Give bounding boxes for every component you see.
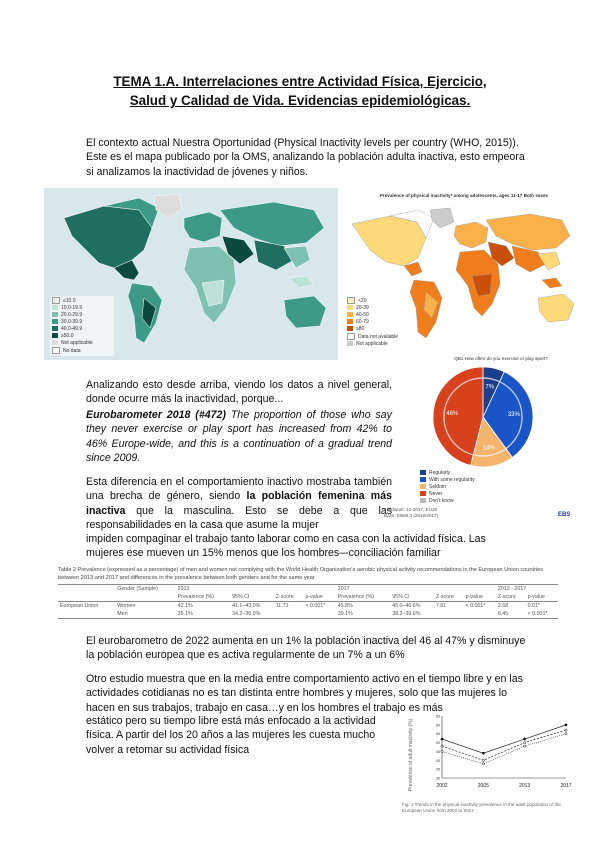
data-point — [524, 741, 526, 743]
x-tick-label: 2017 — [560, 783, 572, 789]
data-point — [482, 759, 484, 761]
pie-data-label: 46% — [446, 411, 459, 418]
data-point — [524, 745, 526, 747]
data-point — [441, 750, 443, 752]
legend-swatch — [420, 477, 426, 482]
analysis-paragraph: Analizando esto desde arriba, viendo los datos a nivel general, donde ocurre más la inactividad, porque... — [86, 379, 392, 406]
title-line-2: Salud y Calidad de Vida. Evidencias epidemiológicas. — [129, 93, 471, 108]
pie-source-line-1: Fieldwork: 12-2017, EU28 — [384, 507, 438, 512]
pie-data-label: 7% — [485, 384, 495, 391]
data-point — [565, 729, 567, 731]
eurobarometer-pie-chart — [412, 356, 580, 528]
data-point — [441, 738, 443, 740]
chart-axes — [442, 716, 566, 778]
pie-legend-item: With some regularity — [420, 477, 570, 484]
y-tick-label: 65 — [436, 714, 440, 719]
legend-item: No data — [52, 347, 112, 355]
pie-data-label: 33% — [507, 412, 520, 419]
map-adolescents-title: Prevalence of physical inactivity* among adolescents, ages 11-17 Both sexes — [379, 193, 549, 198]
gender-gap-text-b: que la masculina. Esto se debe a que las responsabilidades en la casa que asume la mujer — [86, 504, 392, 532]
table-header-row: Gender (Sample) 2013 2017 2013 - 2017 — [58, 585, 558, 594]
gender-gap-text-a: Esta diferencia en el comportamiento inactivo mostraba también una brecha de género, siendo — [86, 476, 392, 503]
pie-legend-item: Don't know — [420, 498, 570, 505]
data-point — [565, 724, 567, 726]
legend-swatch — [52, 347, 60, 354]
legend-swatch — [420, 498, 426, 503]
data-point — [482, 752, 484, 754]
series-line-1 — [442, 725, 566, 753]
x-tick-label: 2013 — [519, 783, 531, 789]
prevalence-table-block — [58, 566, 558, 619]
gender-gap-bold: la población femenina más inactiva — [86, 490, 392, 517]
legend-item: 10.0-19.9 — [52, 305, 112, 312]
prevalence-table — [58, 584, 558, 619]
page-title — [60, 72, 540, 110]
pie-legend-item: Seldom — [420, 484, 570, 491]
table-caption: Table 2 Prevalence (expressed as a percentage) of men and women not complying with the World Health Organization's aerobic physical activity recommendations in the European Union countries between 2013 and 2017 and differences in the prevalence between both genders and for the same year — [58, 567, 544, 581]
gender-gap-paragraph — [86, 475, 392, 533]
legend-item: 40.0-49.9 — [52, 326, 112, 333]
legend-item: 30.0-39.9 — [52, 319, 112, 326]
chart-caption: Fig. 1 Trends in the physical inactivity prevalence in the adult population of the European Union from 2002 to 2017 — [402, 802, 561, 813]
study-paragraph-continued: estático pero su tiempo libre está más enfocado a la actividad física. A partir del los 20 años a las mujeres les cuesta mucho volver a retomar su actividad física — [86, 715, 376, 756]
legend-swatch — [347, 341, 353, 346]
eurobarometer-lead: Eurobarometer 2018 (#472) — [86, 409, 226, 421]
legend-swatch — [347, 305, 353, 310]
map-adults-legend — [50, 296, 114, 356]
legend-swatch — [347, 319, 353, 324]
pie-legend-item: Never — [420, 491, 570, 498]
y-tick-label: 30 — [436, 776, 440, 781]
legend-item: Not applicable — [347, 341, 403, 348]
legend-item: 20.0-29.9 — [52, 312, 112, 319]
legend-item: ≥80 — [347, 326, 403, 333]
y-tick-label: 45 — [436, 749, 440, 754]
pie-source-line-2: Base: EB89.4 (2018/2017) — [384, 513, 439, 518]
series-line-3 — [442, 734, 566, 764]
data-point — [482, 763, 484, 765]
legend-item: 20-39 — [347, 305, 403, 312]
pie-data-label: 14% — [482, 445, 495, 452]
legend-item: ≤10.0 — [52, 297, 112, 305]
legend-swatch — [52, 340, 58, 345]
data-point — [441, 745, 443, 747]
table-row: European Union Women 42.1% 41.1–43.0% 11.71 < 0.001* 45.8% 45.0–46.6% 7.81 < 0.001* 2.68 0.01* — [60, 603, 540, 609]
legend-item: Data not available — [347, 333, 403, 341]
legend-swatch — [420, 491, 426, 496]
legend-swatch — [52, 312, 58, 317]
legend-item: 60-79 — [347, 319, 403, 326]
y-tick-label: 35 — [436, 767, 440, 772]
table-row: Men 35.1% 34.2–36.0% 39.1% 38.2–39.6% 6.45 < 0.001* — [58, 610, 558, 619]
legend-swatch — [52, 326, 58, 331]
legend-swatch — [52, 297, 60, 304]
intro-paragraph: El contexto actual Nuestra Oportunidad (Physical Inactivity levels per country (WHO, 2015)). Este es el mapa publicado por la OMS, analizando la población adulta inactiva, esto empeora si analizamos la inactividad de jóvenes y niños. — [86, 137, 525, 178]
legend-swatch — [347, 326, 353, 331]
legend-swatch — [52, 305, 58, 310]
legend-swatch — [52, 319, 58, 324]
map-adolescents-legend — [346, 296, 404, 349]
legend-swatch — [347, 297, 355, 304]
y-tick-label: 60 — [436, 723, 440, 728]
world-map-adults — [44, 188, 338, 360]
table-subheader-row: Prevalence (%) 95% CI Z-score p-value Prevalence (%) 95% CI Z-score p-value Z-score p-value — [58, 593, 558, 602]
legend-swatch — [52, 333, 58, 338]
line-chart-svg — [420, 712, 570, 790]
gender-gap-continuation: impiden compaginar el trabajo tanto laborar como en casa con la actividad física. Las mujeres ese mueven un 15% menos que los hombres–-conciliación familiar — [86, 533, 486, 560]
trend-line-chart — [402, 712, 572, 840]
data-point — [565, 733, 567, 735]
eurobarometer-paragraph — [86, 408, 392, 466]
legend-item: 40-59 — [347, 312, 403, 319]
legend-item: <20 — [347, 297, 403, 305]
chart-ylabel: Prevalence of adult inactivity (%) — [408, 718, 414, 792]
data-point — [524, 738, 526, 740]
y-tick-label: 55 — [436, 732, 440, 737]
legend-swatch — [347, 333, 355, 340]
x-tick-label: 2002 — [436, 783, 448, 789]
y-tick-label: 50 — [436, 741, 440, 746]
ebs-logo: EBS — [558, 512, 571, 518]
legend-swatch — [347, 312, 353, 317]
eurobarometer-text: The proportion of those who say they never exercise or play sport has increased from 42% to 46% Europe-wide, and this is a continuation of a gradual trend since 2009. — [86, 409, 392, 465]
y-tick-label: 40 — [436, 758, 440, 763]
legend-swatch — [420, 484, 426, 489]
x-tick-label: 2005 — [477, 783, 489, 789]
study-paragraph: Otro estudio muestra que en la media entre comportamiento activo en el tiempo libre y en las actividades cotidianas no es tan distinta entre hombres y mujeres, solo que las mujeres lo hacen en sus trabajos, trabajo en casa…y en los hombres el trabajo es más — [86, 673, 523, 714]
eurobarometer-2022-paragraph: El eurobarometro de 2022 aumenta en un 1% la población inactiva del 46 al 47% y disminuye la población europea que es activa regularmente de un 7% a un 6% — [86, 635, 526, 662]
pie-svg — [430, 364, 536, 470]
legend-swatch — [420, 470, 426, 475]
pie-source — [384, 507, 504, 519]
world-map-adolescents — [342, 192, 584, 352]
pie-title: QB1 How often do you exercise or play sport? — [454, 356, 548, 361]
pie-legend — [420, 470, 570, 505]
legend-item: Not applicable — [52, 340, 112, 347]
pie-legend-item: Regularly — [420, 470, 570, 477]
title-line-1: TEMA 1.A. Interrelaciones entre Actividad Física, Ejercicio, — [113, 74, 487, 89]
legend-item: ≥50.0 — [52, 333, 112, 340]
